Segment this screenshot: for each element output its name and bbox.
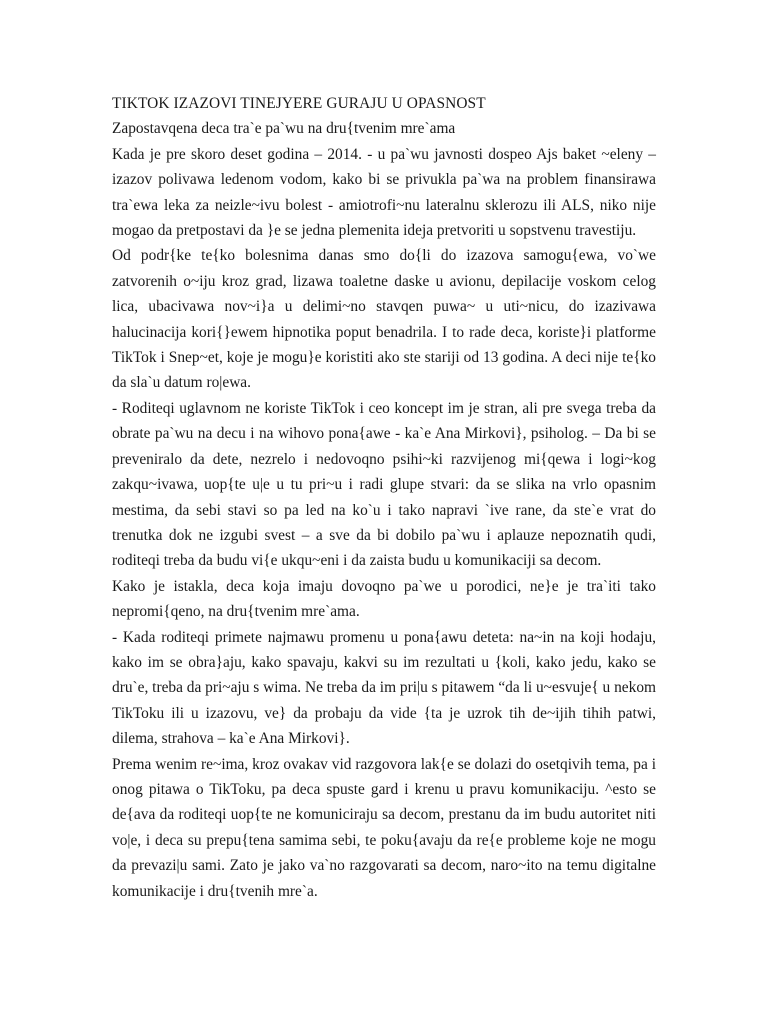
document-title: TIKTOK IZAZOVI TINEJYERE GURAJU U OPASNOST (112, 95, 486, 112)
paragraph-ice-bucket: Kada je pre skoro deset godina – 2014. - u pa`wu javnosti dospeo Ajs baket ~eleny – izazov polivawa ledenom vodom, kako bi se privukla pa`wa na problem finansirawa tra`ewa leka za neizle~ivu bolest - amiotrofi~nu lateralnu sklerozu ili ALS, niko nije mogao da pretpostavi da }e se jedna plemenita ideja pretvoriti u sopstvenu travestiju. (112, 145, 656, 240)
paragraph-conversation: Prema wenim re~ima, kroz ovakav vid razgovora lak{e se dolazi do osetqivih tema, pa i onog pitawa o TikToku, pa deca spuste gard i krenu u pravu komunikaciju. ^esto se de{ava da roditeqi uop{te ne komuniciraju sa decom, prestanu da im budu autoritet niti vo|e, i deca su prepu{tena samima sebi, te poku{avaju da re{e probleme koje ne mogu da prevazi|u sami. Zato je jako va`no razgovarati sa decom, naro~ito na temu digitalne komunikacije i dru{tvenih mre`a. (112, 755, 656, 900)
document-body (112, 91, 656, 904)
paragraph-psychologist-quote: - Roditeqi uglavnom ne koriste TikTok i ceo koncept im je stran, ali pre svega treba da obrate pa`wu na decu i na wihovo pona{awe - ka`e Ana Mirkovi}, psiholog. – Da bi se preveniralo da dete, nezrelo i nedovoqno psihi~ki razvijenog mi{qewa i logi~kog zakqu~ivawa, uop{te u|e u tu pri~u i radi glupe stvari: da se slika na vrlo opasnim mestima, da sebi stavi so pa led na ko`u i tako napravi `ive rane, da ste`e vrat do trenutka dok ne izgubi svest – a sve da bi dobilo pa`wu i aplauze nepoznatih qudi, roditeqi treba da budu vi{e ukqu~eni i da zaista budu u komunikaciji sa decom. (112, 399, 656, 570)
paragraph-dangerous-challenges: Od podr{ke te{ko bolesnima danas smo do{li do izazova samogu{ewa, vo`we zatvorenih o~iju kroz grad, lizawa toaletne daske u avionu, depilacije voskom celog lica, ubacivawa nov~i}a u delimi~no stavqen puwa~ u uti~nicu, do izazivawa halucinacija kori{}ewem hipnotika poput benadrila. I to rade deca, koriste}i platforme TikTok i Snep~et, koje je mogu}e koristiti ako ste stariji od 13 godina. A deci nije te{ko da sla`u datum ro|ewa. (112, 247, 656, 392)
paragraph-parent-advice: - Kada roditeqi primete najmawu promenu u pona{awu deteta: na~in na koji hodaju, kako im se obra}aju, kako spavaju, kakvi su im rezultati u {koli, kako jedu, kako se dru`e, treba da pri~aju s wima. Ne treba da im pri|u s pitawem “da li u~esvuje{ u nekom TikToku ili u izazovu, ve} da probaju da vide {ta je uzrok tih de~ijih tihih patwi, dilema, strahova – ka`e Ana Mirkovi}. (112, 628, 656, 748)
document-subtitle: Zapostavqena deca tra`e pa`wu na dru{tvenim mre`ama (112, 120, 456, 138)
paragraph-family-attention: Kako je istakla, deca koja imaju dovoqno pa`we u porodici, ne}e je tra`iti tako nepromi{qeno, na dru{tvenim mre`ama. (112, 577, 656, 621)
